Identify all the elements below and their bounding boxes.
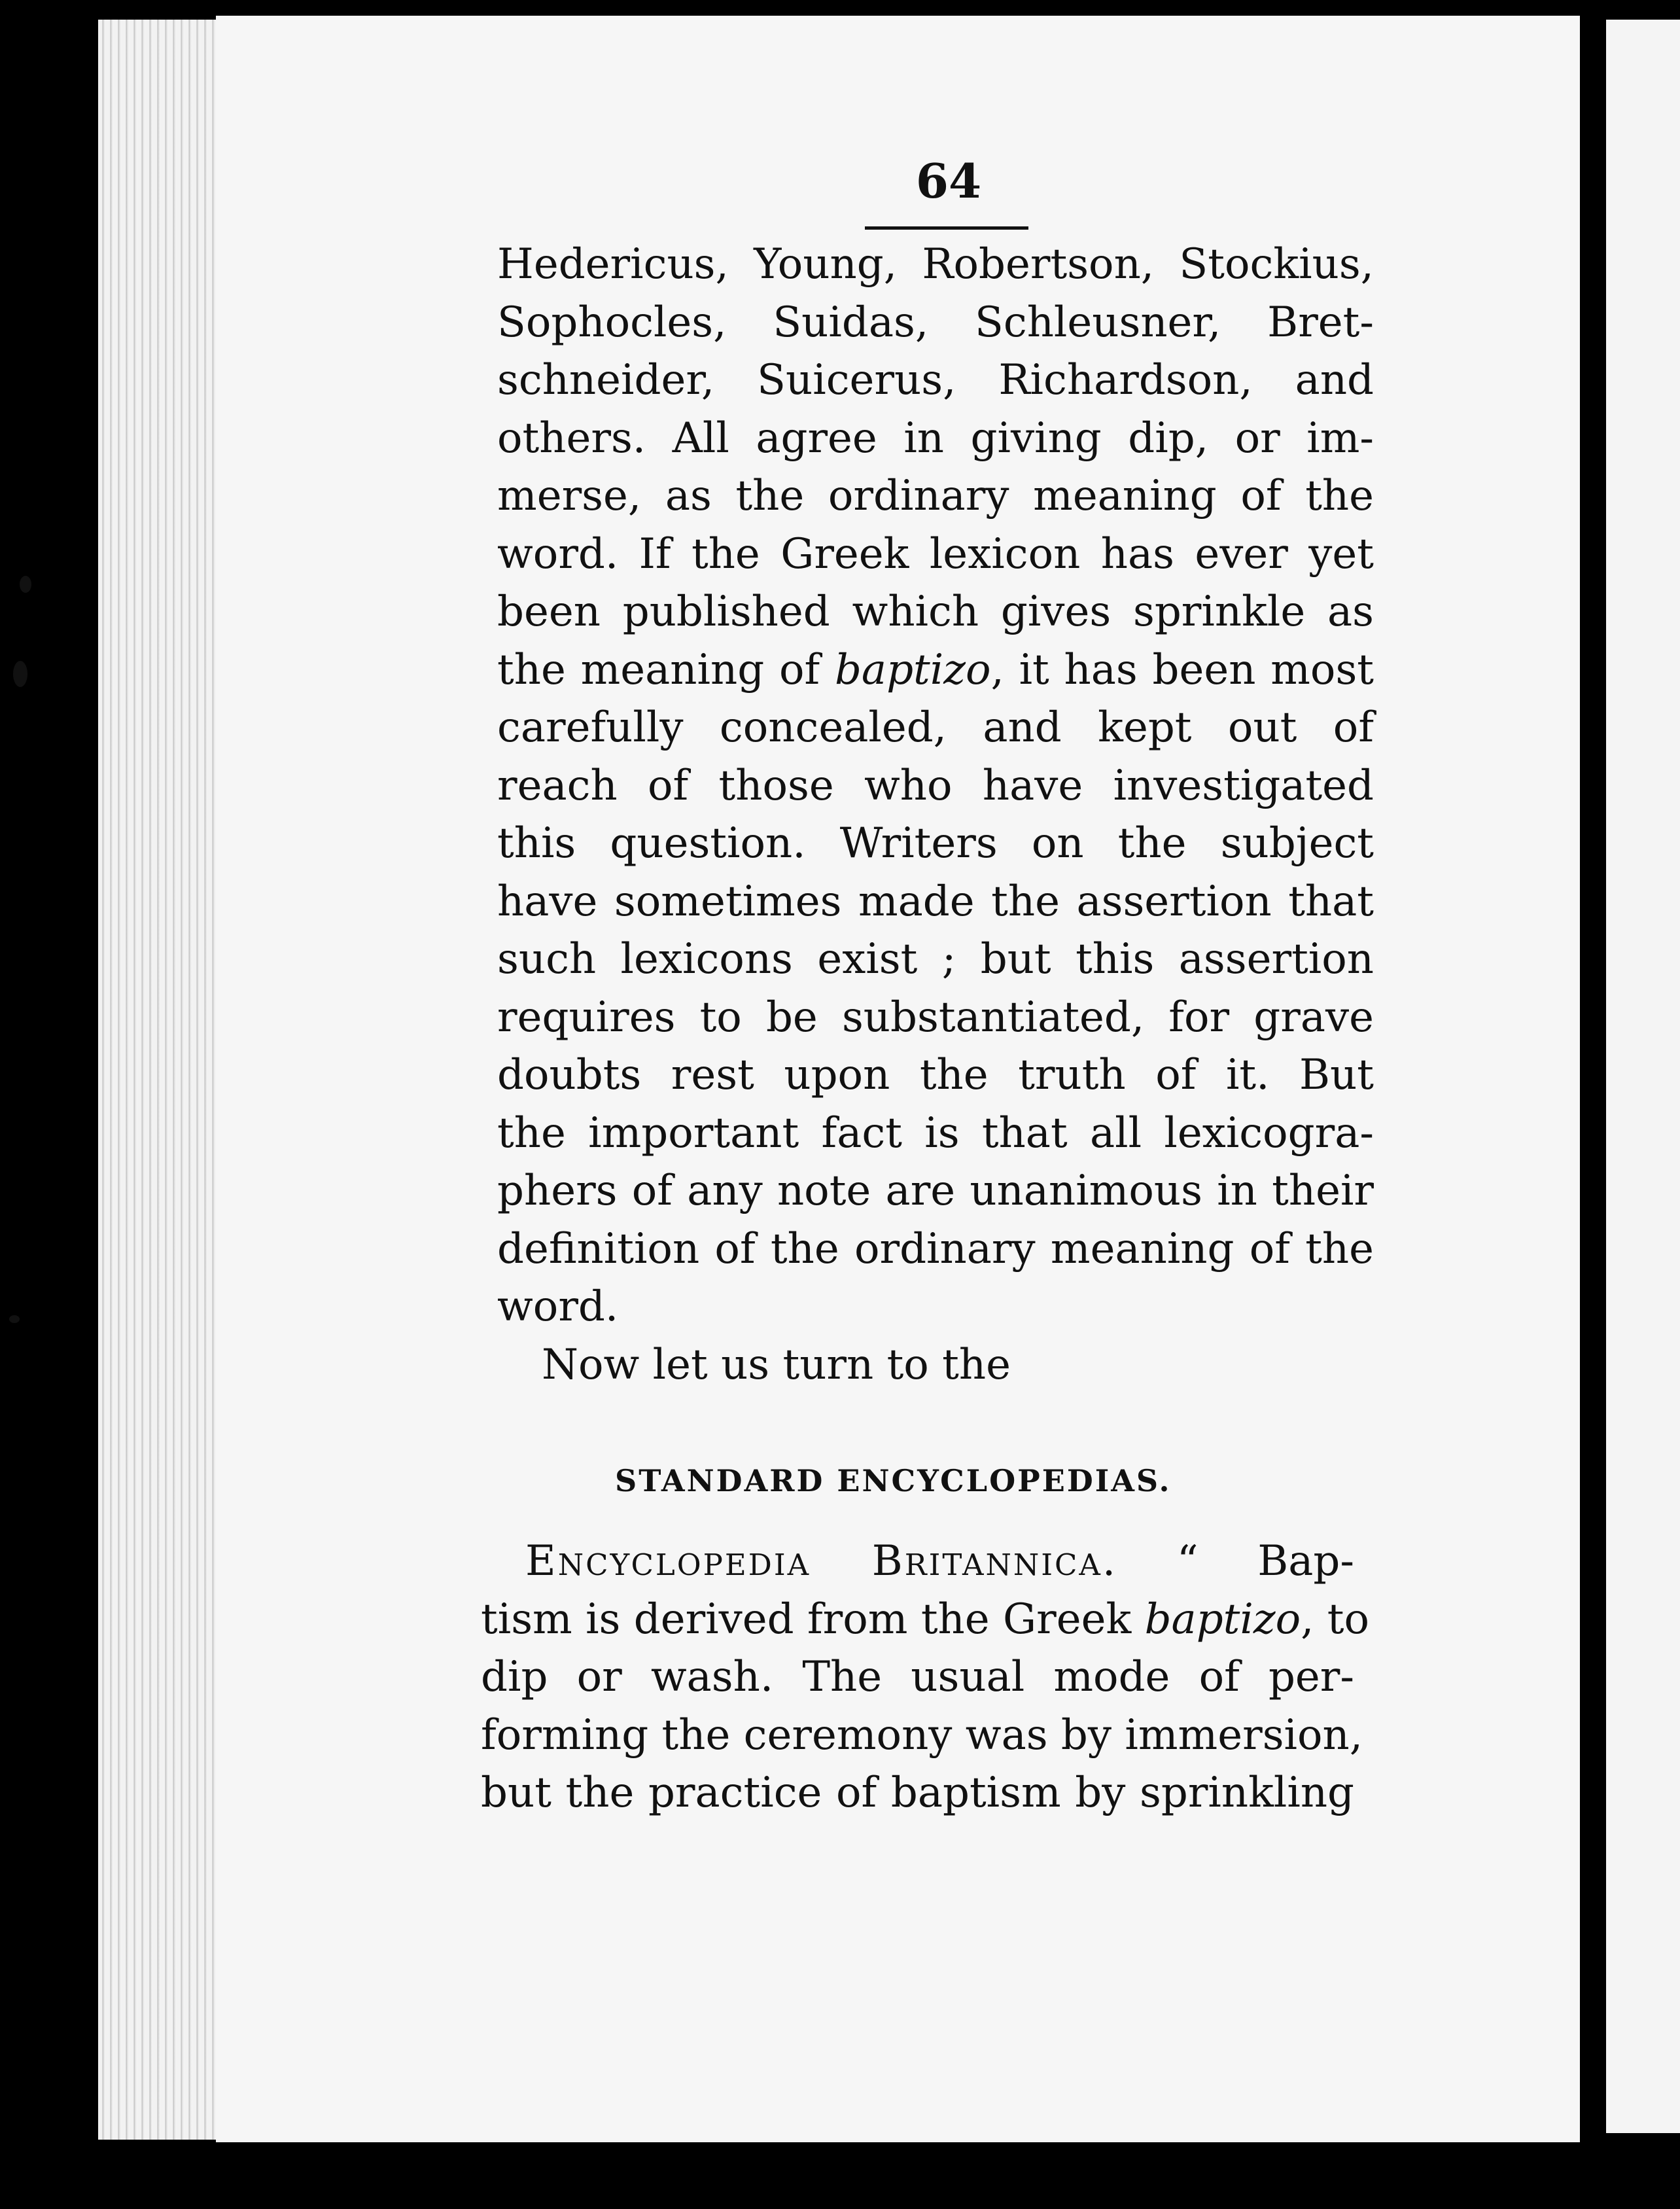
- text-line: forming the ceremony was by immersion,: [481, 1710, 1363, 1759]
- scan-speck: [20, 576, 31, 593]
- page-number: 64: [915, 153, 982, 209]
- text-line: this question. Writers on the subject: [497, 819, 1374, 868]
- text-line: [481, 1532, 1354, 1591]
- text-line: [497, 641, 1374, 699]
- text-line: Now let us turn to the: [542, 1340, 1011, 1389]
- text-line: [481, 1591, 1370, 1649]
- text-line: word.: [497, 1282, 619, 1331]
- text-segment: , to: [1301, 1595, 1370, 1644]
- encyclopedia-name: Encyclopedia Britannica.: [525, 1537, 1118, 1585]
- text-line: been published which gives sprinkle as: [497, 588, 1374, 636]
- italic-term: baptizo: [834, 645, 991, 694]
- text-line: dip or wash. The usual mode of per-: [481, 1653, 1354, 1701]
- scan-speck: [9, 1315, 20, 1323]
- text-line: phers of any note are unanimous in their: [497, 1167, 1374, 1215]
- scan-speck: [13, 661, 27, 687]
- text-line: others. All agree in giving dip, or im-: [497, 414, 1374, 463]
- italic-term: baptizo: [1144, 1595, 1301, 1644]
- text-line: Hedericus, Young, Robertson, Stockius,: [497, 240, 1374, 289]
- body-paragraph: [497, 236, 1374, 1394]
- quote-paragraph: [481, 1532, 1370, 1822]
- text-line: such lexicons exist ; but this assertion: [497, 935, 1374, 983]
- text-line: merse, as the ordinary meaning of the: [497, 472, 1374, 520]
- page-number-rule: [865, 226, 1028, 230]
- facing-page-edge: [1606, 20, 1680, 2133]
- text-segment: “ Bap-: [1117, 1537, 1354, 1585]
- section-heading: STANDARD ENCYCLOPEDIAS.: [615, 1463, 1172, 1498]
- book-gutter: [1580, 0, 1606, 2209]
- text-line: word. If the Greek lexicon has ever yet: [497, 529, 1374, 578]
- text-line: Sophocles, Suidas, Schleusner, Bret-: [497, 298, 1374, 347]
- text-line: have sometimes made the assertion that: [497, 877, 1374, 926]
- text-line: requires to be substantiated, for grave: [497, 993, 1374, 1042]
- text-line: but the practice of baptism by sprinkling: [481, 1769, 1354, 1817]
- text-segment: the meaning of: [497, 645, 835, 694]
- text-line: carefully concealed, and kept out of: [497, 703, 1374, 752]
- text-line: definition of the ordinary meaning of the: [497, 1224, 1374, 1273]
- text-segment: , it has been most: [990, 645, 1374, 694]
- text-line: schneider, Suicerus, Richardson, and: [497, 356, 1374, 404]
- text-line: reach of those who have investigated: [497, 761, 1374, 810]
- text-segment: tism is derived from the Greek: [481, 1595, 1145, 1644]
- text-line: doubts rest upon the truth of it. But: [497, 1051, 1374, 1099]
- text-line: the important fact is that all lexicogra-: [497, 1108, 1374, 1158]
